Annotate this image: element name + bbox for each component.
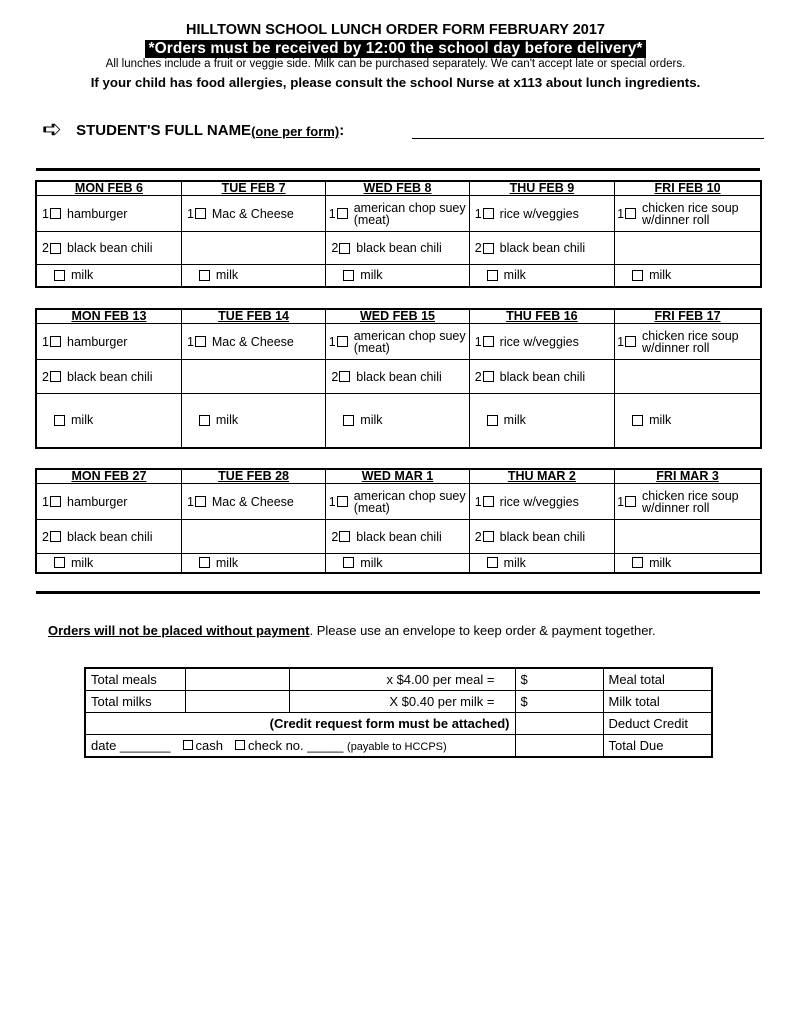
student-name-field[interactable] [412,138,764,139]
empty-cell [181,360,325,394]
arrow-right-icon: ➪ [42,116,63,143]
option-chili[interactable]: 2 black bean chili [331,369,442,384]
total-meals-label: Total meals [85,668,185,691]
option-chili[interactable]: 2 black bean chili [331,529,442,544]
checkbox[interactable] [195,208,206,219]
day-header: THU FEB 9 [469,181,614,196]
day-header: TUE FEB 28 [181,469,325,484]
day-header: MON FEB 6 [36,181,181,196]
option-chop-suey[interactable]: 1 american chop suey (meat) [328,200,466,227]
milk-total-label: Milk total [603,691,712,713]
credit-note: (Credit request form must be attached) [85,713,515,735]
total-meals-input[interactable] [185,668,289,691]
week-1-table [35,180,762,288]
day-header: WED MAR 1 [326,469,469,484]
checkbox[interactable] [339,243,350,254]
checkbox[interactable] [343,270,354,281]
form-title: HILLTOWN SCHOOL LUNCH ORDER FORM FEBRUARY 2017 [186,22,605,38]
divider [36,168,760,171]
milk-total-input[interactable]: $ [515,691,603,713]
checkbox[interactable] [54,270,65,281]
checkbox[interactable] [483,243,494,254]
checkbox[interactable] [337,496,348,507]
checkbox[interactable] [50,243,61,254]
day-header: FRI FEB 10 [615,181,761,196]
option-mac-cheese[interactable]: 1 Mac & Cheese [186,334,294,349]
checkbox[interactable] [50,496,61,507]
option-mac-cheese[interactable]: 1 Mac & Cheese [186,494,294,509]
option-milk[interactable]: milk [184,556,323,570]
total-due-input[interactable] [515,735,603,758]
total-milks-label: Total milks [85,691,185,713]
cash-label: cash [195,738,223,753]
checkbox[interactable] [343,415,354,426]
day-header: WED FEB 8 [326,181,469,196]
day-header: MON FEB 27 [36,469,181,484]
student-name-row [42,116,345,143]
day-header: FRI FEB 17 [615,309,761,324]
option-milk[interactable]: milk [328,413,466,427]
checkbox[interactable] [483,336,494,347]
option-chili[interactable]: 2 black bean chili [42,529,153,544]
checkbox[interactable] [632,415,643,426]
checkbox[interactable] [337,336,348,347]
date-field[interactable]: date _______ [91,738,171,753]
checkbox[interactable] [487,415,498,426]
option-hamburger[interactable]: 1 hamburger [42,206,128,221]
option-chop-suey[interactable]: 1 american chop suey (meat) [328,488,466,515]
check-checkbox[interactable] [235,740,245,750]
option-milk[interactable]: milk [184,268,323,282]
option-milk[interactable]: milk [472,268,612,282]
option-rice[interactable]: 1 rice w/veggies [474,334,579,349]
option-chili[interactable]: 2 black bean chili [474,529,586,544]
checkbox[interactable] [337,208,348,219]
payable-note: (payable to HCCPS) [347,741,447,753]
checkbox[interactable] [54,557,65,568]
option-milk[interactable]: milk [39,556,179,570]
payment-note [48,623,656,638]
option-rice[interactable]: 1 rice w/veggies [474,494,579,509]
option-soup[interactable]: 1 chicken rice soup w/dinner roll [617,328,739,355]
option-mac-cheese[interactable]: 1 Mac & Cheese [186,206,294,221]
student-name-hint: (one per form) [251,124,340,139]
checkbox[interactable] [343,557,354,568]
milk-price: X $0.40 per milk = [289,691,515,713]
checkbox[interactable] [199,415,210,426]
option-milk[interactable]: milk [472,556,612,570]
payment-note-rest: . Please use an envelope to keep order & payment together. [309,623,656,638]
meal-price: x $4.00 per meal = [289,668,515,691]
empty-cell [615,232,761,265]
deduct-credit-label: Deduct Credit [603,713,712,735]
option-chili[interactable]: 2 black bean chili [42,369,153,384]
checkbox[interactable] [625,496,636,507]
option-milk[interactable]: milk [617,268,758,282]
option-chili[interactable]: 2 black bean chili [474,241,586,255]
student-name-label: STUDENT'S FULL NAME [76,122,252,139]
empty-cell [181,520,325,554]
lunch-info: All lunches include a fruit or veggie side. Milk can be purchased separately. We can't accept late or special orders. [105,58,686,70]
day-header: THU FEB 16 [469,309,614,324]
total-milks-input[interactable] [185,691,289,713]
option-milk[interactable]: milk [617,556,758,570]
option-milk[interactable]: milk [39,268,179,282]
checkbox[interactable] [54,415,65,426]
allergy-notice: If your child has food allergies, please consult the school Nurse at x113 about lunch ingredients. [90,75,701,90]
deadline-banner-wrap [0,40,791,58]
checkbox[interactable] [195,336,206,347]
deduct-credit-input[interactable] [515,713,603,735]
day-header: THU MAR 2 [469,469,614,484]
option-milk[interactable]: milk [328,556,466,570]
week-2-table [35,308,762,449]
checkbox[interactable] [50,336,61,347]
checkbox[interactable] [50,531,61,542]
checkbox[interactable] [632,270,643,281]
checkbox[interactable] [195,496,206,507]
day-header: TUE FEB 7 [181,181,325,196]
option-milk[interactable]: milk [184,413,323,427]
day-header: TUE FEB 14 [181,309,325,324]
option-hamburger[interactable]: 1 hamburger [42,334,128,349]
option-milk[interactable]: milk [328,268,466,282]
empty-cell [615,360,761,394]
total-due-label: Total Due [603,735,712,758]
checkbox[interactable] [487,270,498,281]
empty-cell [615,520,761,554]
deadline-banner: *Orders must be received by 12:00 the school day before delivery* [145,40,645,58]
meal-total-label: Meal total [603,668,712,691]
cash-checkbox[interactable] [183,740,193,750]
week-3-table [35,468,762,574]
checkbox[interactable] [199,270,210,281]
checkbox[interactable] [339,371,350,382]
checkbox[interactable] [625,208,636,219]
day-header: WED FEB 15 [326,309,469,324]
option-chili[interactable]: 2 black bean chili [474,369,586,384]
option-chop-suey[interactable]: 1 american chop suey (meat) [328,328,466,355]
checkbox[interactable] [50,371,61,382]
checkbox[interactable] [483,531,494,542]
checkbox[interactable] [483,496,494,507]
option-hamburger[interactable]: 1 hamburger [42,494,128,509]
check-label: check no. _____ [248,738,344,753]
day-header: MON FEB 13 [36,309,181,324]
checkbox[interactable] [199,557,210,568]
student-name-colon: : [339,122,345,139]
meal-total-input[interactable]: $ [515,668,603,691]
checkbox[interactable] [339,531,350,542]
totals-table [84,667,713,758]
option-soup[interactable]: 1 chicken rice soup w/dinner roll [617,488,739,515]
option-milk[interactable]: milk [472,413,612,427]
option-chili[interactable]: 2 black bean chili [42,241,153,255]
day-header: FRI MAR 3 [615,469,761,484]
checkbox[interactable] [483,371,494,382]
divider [36,591,760,594]
payment-note-bold: Orders will not be placed without payment [48,623,310,638]
payment-method-row [85,735,515,758]
option-milk[interactable]: milk [39,413,179,427]
option-rice[interactable]: 1 rice w/veggies [474,206,579,221]
checkbox[interactable] [625,336,636,347]
option-soup[interactable]: 1 chicken rice soup w/dinner roll [617,200,739,227]
option-milk[interactable]: milk [617,413,758,427]
checkbox[interactable] [487,557,498,568]
empty-cell [181,232,325,265]
checkbox[interactable] [483,208,494,219]
option-chili[interactable]: 2 black bean chili [331,241,442,255]
checkbox[interactable] [632,557,643,568]
checkbox[interactable] [50,208,61,219]
